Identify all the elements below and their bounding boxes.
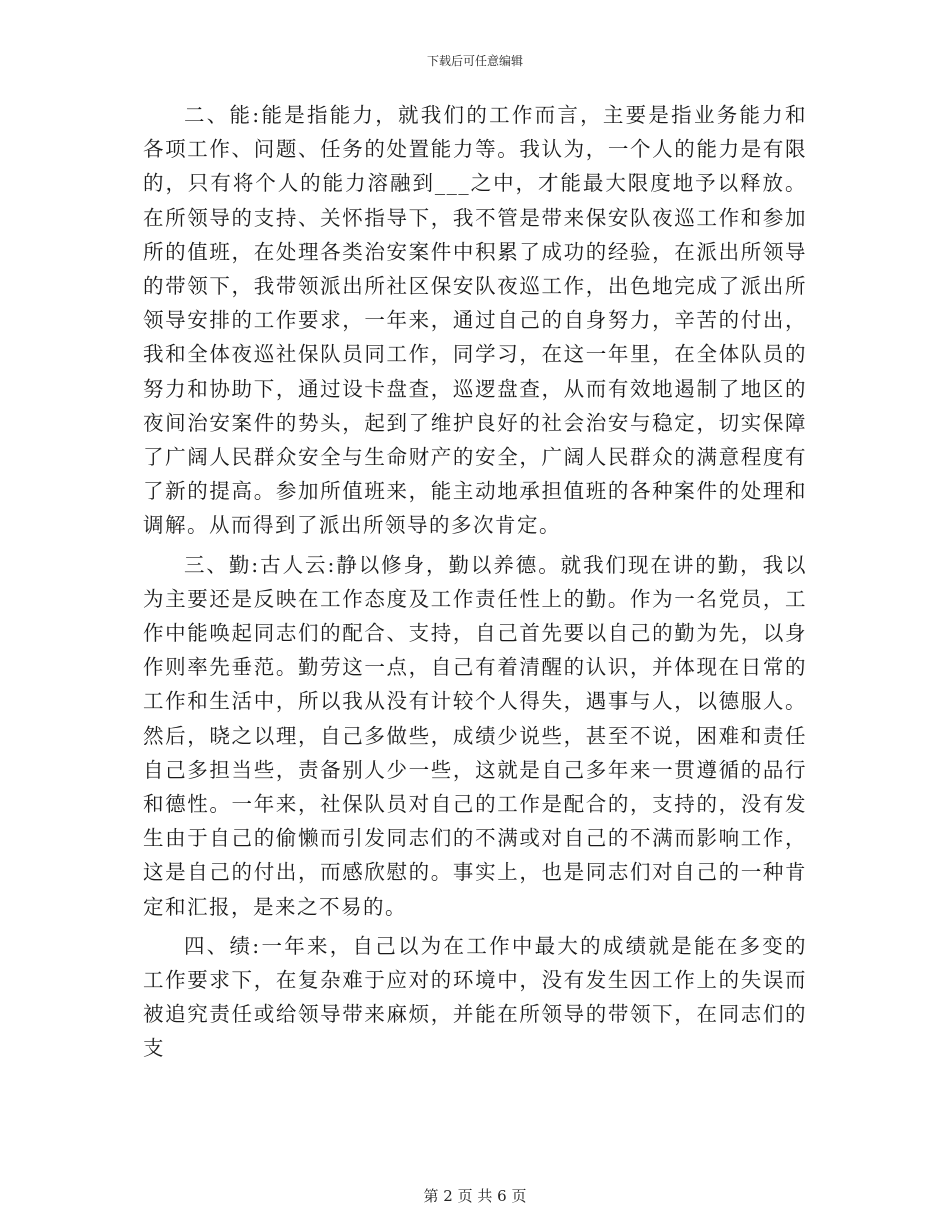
page-header: 下载后可任意编辑 <box>426 54 523 68</box>
paragraph-ability: 二、能:能是指能力，就我们的工作而言，主要是指业务能力和各项工作、问题、任务的处置能力等。我认为，一个人的能力是有限的，只有将个人的能力溶融到___之中，才能最大限度地予以释放。在所领导的支持、关怀指导下，我不管是带来保安队夜巡工作和参加所的值班，在处理各类治安案件中积累了成功的经验，在派出所领导的带领下，我带领派出所社区保安队夜巡工作，出色地完成了派出所领导安排的工作要求，一年来，通过自己的自身努力，辛苦的付出，我和全体夜巡社保队员同工作，同学习，在这一年里，在全体队员的努力和协助下，通过设卡盘查，巡逻盘查，从而有效地遏制了地区的夜间治安案件的势头，起到了维护良好的社会治安与稳定，切实保障了广阔人民群众安全与生命财产的安全，广阔人民群众的满意程度有了新的提高。参加所值班来，能主动地承担值班的各种案件的处理和调解。从而得到了派出所领导的多次肯定。 <box>143 103 807 538</box>
page-footer: 第 2 页 共 6 页 <box>423 1187 527 1205</box>
paragraph-achievement: 四、绩:一年来，自己以为在工作中最大的成绩就是能在多变的工作要求下，在复杂难于应对的环境中，没有发生因工作上的失误而被追究责任或给领导带来麻烦，并能在所领导的带领下，在同志们的支 <box>143 933 807 1061</box>
paragraph-diligence: 三、勤:古人云:静以修身，勤以养德。就我们现在讲的勤，我以为主要还是反映在工作态度及工作责任性上的勤。作为一名党员，工作中能唤起同志们的配合、支持，自己首先要以自己的勤为先，以身作则率先垂范。勤劳这一点，自己有着清醒的认识，并体现在日常的工作和生活中，所以我从没有计较个人得失，遇事与人，以德服人。然后，晓之以理，自己多做些，成绩少说些，甚至不说，困难和责任自己多担当些，责备别人少一些，这就是自己多年来一贯遵循的品行和德性。一年来，社保队员对自己的工作是配合的，支持的，没有发生由于自己的偷懒而引发同志们的不满或对自己的不满而影响工作，这是自己的付出，而感欣慰的。事实上，也是同志们对自己的一种肯定和汇报，是来之不易的。 <box>143 552 807 919</box>
document-body <box>143 98 807 1066</box>
